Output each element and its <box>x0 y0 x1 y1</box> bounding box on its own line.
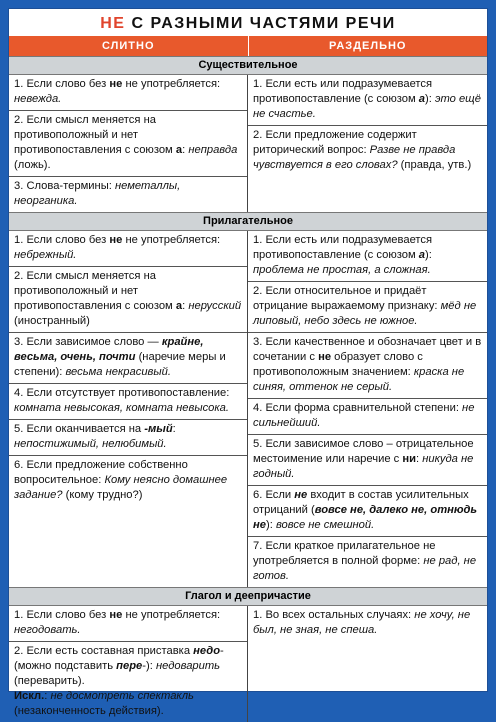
column-together <box>9 231 248 587</box>
rule-cell: 2. Если предложение содержит риторический вопрос: Разве не правда чувствуется в его словах? (правда, утв.) <box>253 129 472 171</box>
column-together <box>9 606 248 722</box>
rule-cell: 4. Если форма сравнительной степени: не сильнейший. <box>248 399 487 435</box>
rule-cell: 3. Слова-термины: неметаллы, неорганика. <box>14 180 181 207</box>
rule-cell: 3. Если качественное и обозначает цвет и в сочетании с не образует слово с противоположным значением: краска не синяя, оттенок не серый. <box>248 333 487 399</box>
column-header-right: РАЗДЕЛЬНО <box>328 40 407 52</box>
rule-cell: 1. Если слово без не не употребляется: невежда. <box>9 75 247 111</box>
sections-container <box>9 56 487 722</box>
section-header: Существительное <box>9 56 487 75</box>
title-rest: С РАЗНЫМИ ЧАСТЯМИ РЕЧИ <box>131 15 396 32</box>
rule-cell: 1. Если слово без не не употребляется: небрежный. <box>9 231 247 267</box>
page-title <box>9 9 487 36</box>
rule-cell: 2. Если смысл меняется на противоположный и нет противопоставления с союзом а: нерусский (иностранный) <box>9 267 247 333</box>
section-body <box>9 75 487 212</box>
section-body <box>9 606 487 722</box>
rule-cell: 1. Если есть или подразумевается противопоставление (с союзом а): это ещё не счастье. <box>248 75 487 126</box>
rule-cell: 2. Если есть составная приставка недо- (можно подставить пере-): недоварить (переварить). Искл.: не досмотреть спектакль (незаконченность действия). <box>14 645 224 717</box>
rule-cell: 6. Если предложение собственно вопросительное: Кому неясно домашнее задание? (кому трудно?) <box>14 459 228 501</box>
rule-cell: 1. Если слово без не не употребляется: негодовать. <box>9 606 247 642</box>
rule-cell: 4. Если отсутствует противопоставление: комната невысокая, комната невысока. <box>9 384 247 420</box>
section-header: Прилагательное <box>9 212 487 231</box>
rule-cell: 7. Если краткое прилагательное не употребляется в полной форме: не рад, не готов. <box>253 540 477 582</box>
rule-cell: 2. Если смысл меняется на противоположный и нет противопоставления с союзом а: неправда (ложь). <box>9 111 247 177</box>
rule-cell: 3. Если зависимое слово — крайне, весьма, очень, почти (наречие меры и степени): весьма некрасивый. <box>9 333 247 384</box>
section-header: Глагол и деепричастие <box>9 587 487 606</box>
column-together <box>9 75 248 212</box>
title-ne: НЕ <box>100 15 126 32</box>
rule-cell: 6. Если не входит в состав усилительных отрицаний (вовсе не, далеко не, отнюдь не): вовсе не смешной. <box>248 486 487 537</box>
rule-cell: 5. Если оканчивается на -мый: непостижимый, нелюбимый. <box>9 420 247 456</box>
rule-cell: 2. Если относительное и придаёт отрицание выражаемому признаку: мёд не липовый, небо здесь не южное. <box>248 282 487 333</box>
column-separate <box>248 231 487 587</box>
column-separate <box>248 606 487 722</box>
column-header-left: СЛИТНО <box>9 36 249 56</box>
column-separate <box>248 75 487 212</box>
column-headers <box>9 36 487 56</box>
rule-card <box>8 8 488 717</box>
rule-cell: 1. Во всех остальных случаях: не хочу, не был, не зная, не спеша. <box>253 609 471 636</box>
rule-cell: 5. Если зависимое слово – отрицательное местоимение или наречие с ни: никуда не годный. <box>248 435 487 486</box>
section-body <box>9 231 487 587</box>
rule-cell: 1. Если есть или подразумевается противопоставление (с союзом а): проблема не простая, а сложная. <box>248 231 487 282</box>
